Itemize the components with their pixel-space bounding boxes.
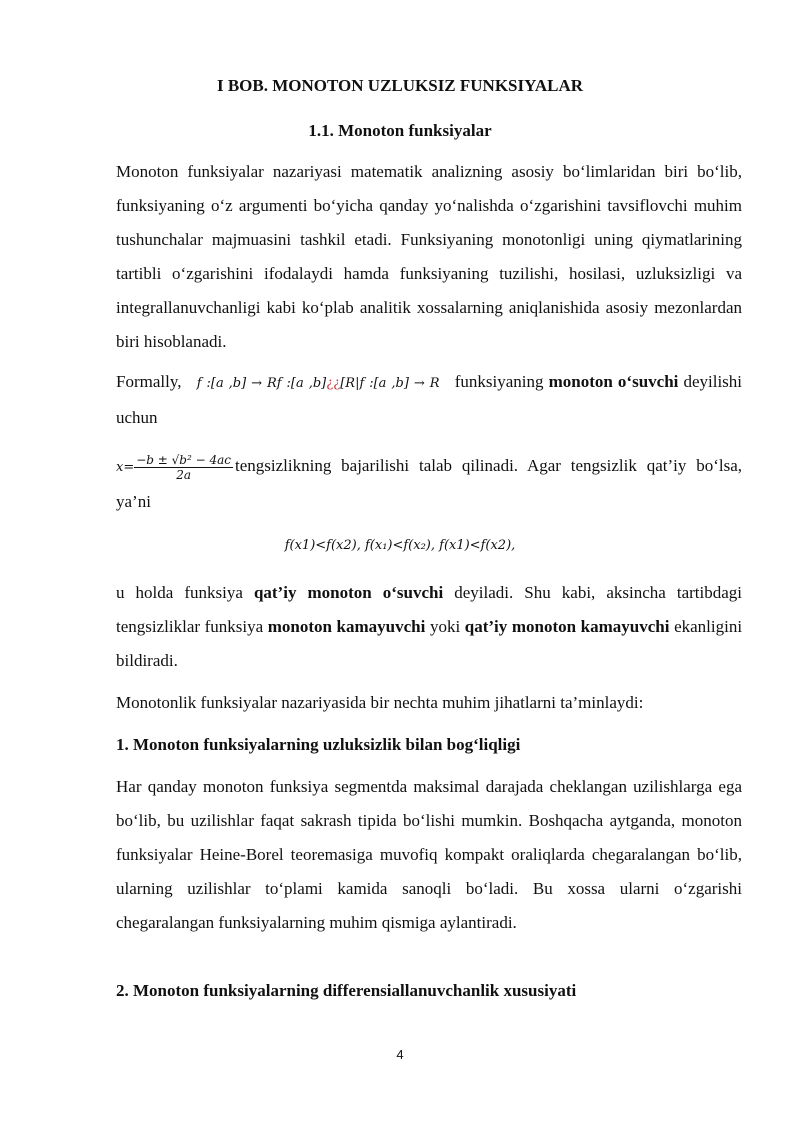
aspects-intro-paragraph: Monotonlik funksiyalar nazariyasida bir nechta muhim jihatlarni ta’minlaydi: xyxy=(116,693,644,712)
strict-inequality-equation: f(x1)<f(x2), f(x₁)<f(x₂), f(x1)<f(x2), xyxy=(284,538,516,553)
text-run: deyiladi. Shu kabi, aksincha tartibdagi tengsizliklar funksiya xyxy=(116,583,743,636)
text-run: ekanligini bildiradi. xyxy=(116,617,743,670)
definition-formula xyxy=(197,376,440,391)
continuity-paragraph: Har qanday monoton funksiya segmentda maksimal darajada cheklangan uzilishlarga ega bo‘lib, bu uzilishlar faqat sakrash tipida bo‘lishi mumkin. Boshqacha aytganda, monoton funksiyalar Heine-Borel teoremasiga muvofiq kompakt oraliqlarda chegaralangan bo‘lib, ularning uzilishlar to‘plami kamida sanoqli bo‘ladi. Bu xossa ularni o‘zgarishi chegaralangan funksiyalarning muhim qismiga aylantiradi. xyxy=(116,777,742,932)
term-monoton-osuvchi: monoton o‘suvchi xyxy=(548,372,679,391)
page-number: 4 xyxy=(396,1047,404,1062)
definition-end: deyilishi uchun xyxy=(116,372,743,427)
inequality-text: tengsizlikning bajarilishi talab qilinadi. Agar tengsizlik qat’iy bo‘lsa, ya’ni xyxy=(116,456,742,511)
formula-numerator: −b ± √b² − 4ac xyxy=(136,452,231,467)
quadratic-formula xyxy=(134,453,233,482)
term-monoton-kamayuvchi: monoton kamayuvchi xyxy=(267,617,426,636)
section-title: 1.1. Monoton funksiyalar xyxy=(308,121,492,140)
inequality-paragraph xyxy=(116,449,742,519)
definition-start: Formally, xyxy=(116,372,182,391)
formula-denominator: 2a xyxy=(176,467,192,482)
formula-odd-glyphs: ¿¿ xyxy=(326,376,341,391)
chapter-title: I BOB. MONOTON UZLUKSIZ FUNKSIYALAR xyxy=(216,76,584,95)
intro-paragraph: Monoton funksiyalar nazariyasi matematik analizning asosiy bo‘limlaridan biri bo‘lib, funksiyaning o‘z argumenti bo‘yicha qanday yo‘nalishda o‘zgarishini tavsiflovchi muhim tushunchalar majmuasini tashkil etadi. Funksiyaning monotonligi uning qiymatlarining tartibli o‘zgarishini ifodalaydi hamda funksiyaning tuzilishi, hosilasi, uzluksizligi va integrallanuvchanligi kabi ko‘plab analitik xossalarning aniqlanishida asosiy mezonlardan biri hisoblanadi. xyxy=(116,162,742,351)
formula-part-b: [R|f :[a ,b] → R xyxy=(340,376,440,391)
strict-monotone-paragraph xyxy=(116,576,742,678)
subheading-continuity: 1. Monoton funksiyalarning uzluksizlik bilan bog‘liqligi xyxy=(116,735,521,754)
definition-paragraph xyxy=(116,365,742,435)
term-qatiy-monoton-osuvchi: qat’iy monoton o‘suvchi xyxy=(253,583,444,602)
definition-middle: funksiyaning xyxy=(454,372,544,391)
text-run: u holda funksiya xyxy=(116,583,243,602)
quadratic-lhs: x= xyxy=(116,460,135,475)
formula-part-a: f :[a ,b] → Rf :[a ,b] xyxy=(196,376,327,391)
text-run: yoki xyxy=(429,617,461,636)
term-qatiy-monoton-kamayuvchi: qat’iy monoton kamayuvchi xyxy=(464,617,670,636)
subheading-differentiability: 2. Monoton funksiyalarning differensiallanuvchanlik xususiyati xyxy=(116,981,577,1000)
